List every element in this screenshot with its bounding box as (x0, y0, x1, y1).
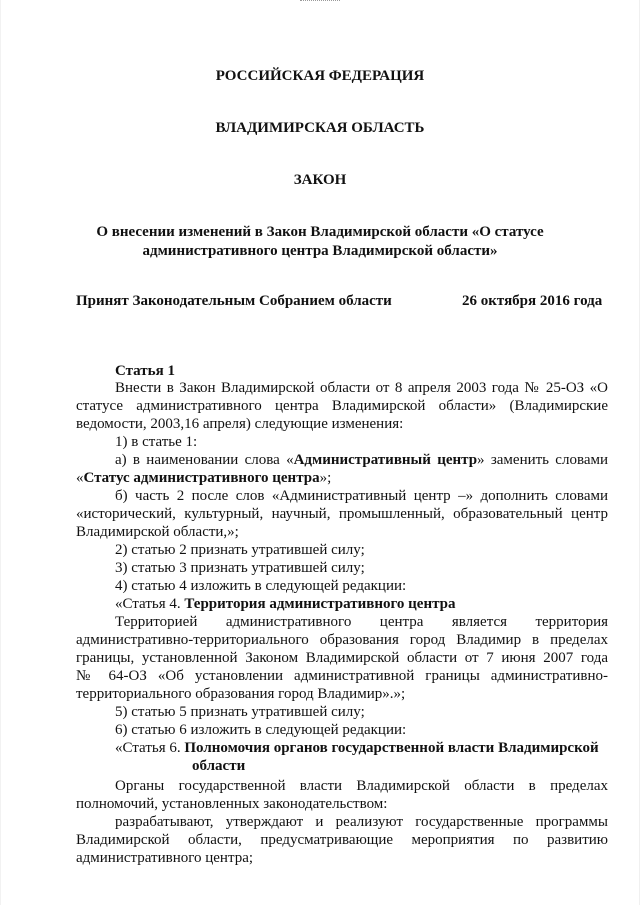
art6-p1-line2: полномочий, установленных законодательством: (76, 796, 388, 812)
item-6: 6) статью 6 изложить в следующей редакции: (115, 722, 407, 738)
art4-pre: «Статья 4. (115, 596, 185, 612)
art4-line3: границы, установленной Законом Владимирской области от 7 июня 2007 года (76, 650, 608, 666)
art4-bold: Территория административного центра (184, 596, 456, 612)
item-4: 4) статью 4 изложить в следующей редакции: (115, 578, 407, 594)
item-1b-line2: «исторический, культурный, научный, промышленный, образовательный центр (76, 506, 608, 522)
item-1a-line2 (76, 469, 331, 487)
intro-line-2: статусе административного центра Владимирской области» (Владимирские (76, 398, 608, 414)
item-5: 5) статью 5 признать утратившей силу; (115, 704, 365, 720)
art6-p1-line1: Органы государственной власти Владимирской области в пределах (115, 778, 608, 794)
art4-line2: административно-территориального образования город Владимир в пределах (76, 632, 608, 648)
item-1a-bold: Административный центр (293, 452, 478, 468)
art4-line1: Территорией административного центра является территория (115, 614, 608, 630)
item-1b-line1: б) часть 2 после слов «Административный центр –» дополнить словами (115, 488, 608, 504)
item-1a-l2-bold: Статус административного центра (83, 470, 320, 486)
item-1: 1) в статье 1: (115, 434, 198, 450)
art6-p2-line1: разрабатывают, утверждают и реализуют государственные программы (115, 814, 608, 830)
item-1a-post: » заменить словами (477, 452, 609, 468)
intro-line-3: ведомости, 2003,16 апреля) следующие изменения: (76, 416, 404, 432)
adoption-label: Принят Законодательным Собранием области (76, 293, 392, 309)
law-title-line2: административного центра Владимирской области» (142, 243, 498, 259)
art6-heading (115, 739, 599, 757)
art6-bold-line2: области (192, 758, 246, 774)
law-title-line1: О внесении изменений в Закон Владимирской области «О статусе (96, 224, 544, 240)
art4-heading (115, 595, 456, 613)
region-heading: ВЛАДИМИРСКАЯ ОБЛАСТЬ (215, 120, 425, 136)
item-2: 2) статью 2 признать утратившей силу; (115, 542, 365, 558)
item-1b-line3: Владимирской области,»; (76, 524, 239, 540)
art4-line5: территориального образования город Владимир».»; (76, 686, 406, 702)
art6-p2-line3: административного центра; (76, 850, 254, 866)
item-3: 3) статью 3 признать утратившей силу; (115, 560, 365, 576)
item-1a-l2-post: »; (319, 470, 332, 486)
item-1a-pre: а) в наименовании слова « (115, 452, 294, 468)
art6-pre: «Статья 6. (115, 740, 185, 756)
art6-p2-line2: Владимирской области, предусматривающие мероприятия по развитию (76, 832, 608, 848)
scan-mark (300, 0, 340, 4)
intro-line-1: Внести в Закон Владимирской области от 8 апреля 2003 года № 25-ОЗ «О (115, 380, 608, 396)
item-1a-l2-pre: « (76, 470, 84, 486)
art6-bold-line1: Полномочия органов государственной власти Владимирской (184, 740, 599, 756)
federation-heading: РОССИЙСКАЯ ФЕДЕРАЦИЯ (215, 68, 425, 84)
art4-line4: № 64-ОЗ «Об установлении административной границы административно- (76, 668, 608, 684)
item-1a-line1 (115, 451, 608, 469)
article-heading: Статья 1 (115, 363, 175, 379)
law-heading: ЗАКОН (293, 172, 347, 188)
adoption-date: 26 октября 2016 года (462, 293, 603, 309)
